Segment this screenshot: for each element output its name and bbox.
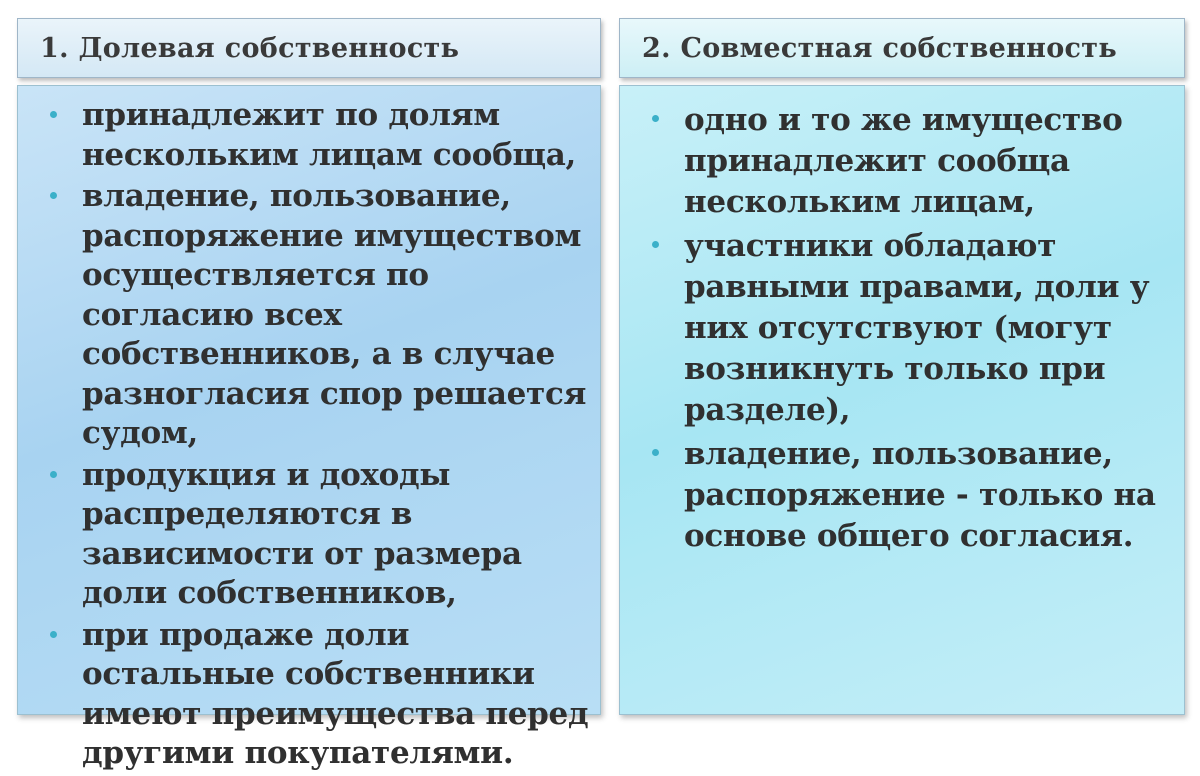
list-item (46, 96, 596, 175)
list-item (648, 100, 1180, 223)
list-item-text: владение, пользование, распоряжение имуществом осуществляется по согласию всех собственников, а в случае разногласия спор решается судом, (82, 178, 587, 451)
list-item-text: при продаже доли остальные собственники имеют преимущества перед другими покупателями. (82, 616, 589, 771)
bullet-icon (50, 192, 57, 199)
list-item-text: участники обладают равными правами, доли у них отсутствуют (могут возникнуть только при разделе), (684, 228, 1150, 428)
list-item-text: одно и то же имущество принадлежит сообща нескольким лицам, (684, 102, 1123, 220)
bullet-icon (652, 449, 659, 456)
right-bullet-list (648, 100, 1180, 560)
left-bullet-list (46, 96, 596, 776)
list-item (46, 177, 596, 454)
left-content-panel (17, 85, 601, 771)
bullet-icon (50, 111, 57, 118)
right-column-title: 2. Совместная собственность (642, 32, 1117, 64)
list-item-text: продукция и доходы распределяются в зависимости от размера доли собственников, (82, 456, 522, 611)
left-column-title: 1. Долевая собственность (40, 32, 460, 64)
left-column-header (17, 18, 601, 78)
list-item-text: принадлежит по долям нескольким лицам сообща, (82, 97, 577, 173)
list-item (46, 456, 596, 614)
bullet-icon (652, 115, 659, 122)
list-item (648, 434, 1180, 557)
list-item-text: владение, пользование, распоряжение - только на основе общего согласия. (684, 436, 1156, 554)
list-item (46, 616, 596, 774)
bullet-icon (50, 471, 57, 478)
right-column-header (619, 18, 1185, 78)
right-content-panel (619, 85, 1185, 715)
bullet-icon (652, 241, 659, 248)
bullet-icon (50, 631, 57, 638)
list-item (648, 226, 1180, 431)
